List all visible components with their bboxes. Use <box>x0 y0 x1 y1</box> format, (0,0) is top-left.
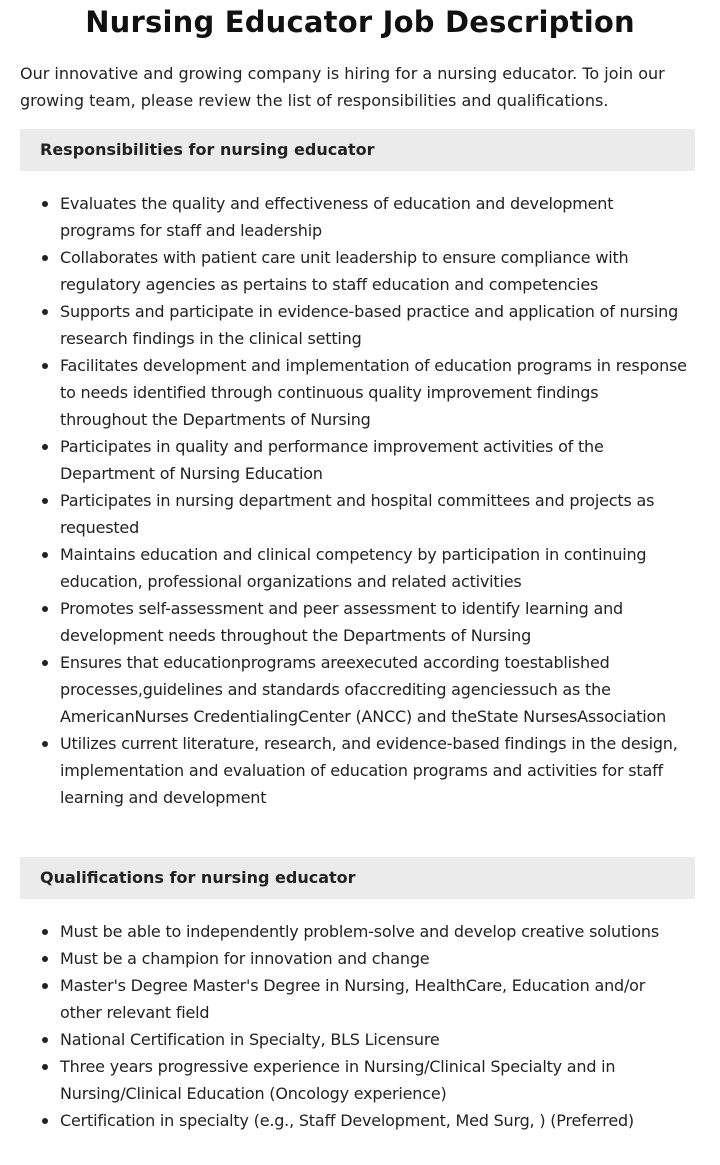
list-item <box>60 190 690 244</box>
qualifications-heading: Qualifications for nursing educator <box>20 857 695 899</box>
bullet-icon <box>42 444 48 450</box>
list-item <box>60 1026 690 1053</box>
responsibilities-heading: Responsibilities for nursing educator <box>20 129 695 171</box>
list-item <box>60 595 690 649</box>
list-item-text: Supports and participate in evidence-based practice and application of nursing research findings in the clinical setting <box>60 302 679 348</box>
list-item-text: Evaluates the quality and effectiveness of education and development programs for staff and leadership <box>60 194 614 240</box>
list-item-text: Collaborates with patient care unit leadership to ensure compliance with regulatory agencies as pertains to staff education and competencies <box>60 248 629 294</box>
list-item <box>60 433 690 487</box>
bullet-icon <box>42 498 48 504</box>
list-item-text: Three years progressive experience in Nursing/Clinical Specialty and in Nursing/Clinical Education (Oncology experience) <box>60 1057 616 1103</box>
page-title: Nursing Educator Job Description <box>85 5 635 39</box>
list-item-text: Maintains education and clinical competency by participation in continuing education, professional organizations and related activities <box>60 545 647 591</box>
list-item <box>60 541 690 595</box>
bullet-icon <box>42 309 48 315</box>
list-item <box>60 945 690 972</box>
qualifications-list <box>20 918 690 1134</box>
list-item-text: Ensures that educationprograms areexecuted according toestablished processes,guidelines and standards ofaccrediting agenciessuch as the AmericanNurses CredentialingCenter (ANCC) and theState NursesAssociation <box>60 653 667 726</box>
list-item-text: National Certification in Specialty, BLS Licensure <box>60 1030 440 1049</box>
bullet-icon <box>42 606 48 612</box>
list-item <box>60 730 690 811</box>
list-item <box>60 1107 690 1134</box>
list-item <box>60 298 690 352</box>
intro-paragraph: Our innovative and growing company is hiring for a nursing educator. To join our growing team, please review the list of responsibilities and qualifications. <box>20 64 665 110</box>
list-item-text: Must be able to independently problem-solve and develop creative solutions <box>60 922 659 941</box>
list-item <box>60 1053 690 1107</box>
bullet-icon <box>42 660 48 666</box>
list-item-text: Participates in quality and performance improvement activities of the Department of Nursing Education <box>60 437 604 483</box>
list-item <box>60 649 690 730</box>
bullet-icon <box>42 983 48 989</box>
list-item <box>60 244 690 298</box>
bullet-icon <box>42 363 48 369</box>
bullet-icon <box>42 1064 48 1070</box>
list-item-text: Utilizes current literature, research, and evidence-based findings in the design, implementation and evaluation of education programs and activities for staff learning and development <box>60 734 678 807</box>
bullet-icon <box>42 1118 48 1124</box>
list-item-text: Must be a champion for innovation and change <box>60 949 430 968</box>
list-item-text: Master's Degree Master's Degree in Nursing, HealthCare, Education and/or other relevant field <box>60 976 646 1022</box>
list-item <box>60 352 690 433</box>
list-item <box>60 972 690 1026</box>
list-item-text: Facilitates development and implementation of education programs in response to needs identified through continuous quality improvement findings throughout the Departments of Nursing <box>60 356 687 429</box>
bullet-icon <box>42 255 48 261</box>
bullet-icon <box>42 201 48 207</box>
list-item-text: Promotes self-assessment and peer assessment to identify learning and development needs throughout the Departments of Nursing <box>60 599 624 645</box>
bullet-icon <box>42 741 48 747</box>
list-item <box>60 918 690 945</box>
bullet-icon <box>42 1037 48 1043</box>
bullet-icon <box>42 929 48 935</box>
list-item-text: Participates in nursing department and hospital committees and projects as requested <box>60 491 655 537</box>
bullet-icon <box>42 956 48 962</box>
list-item-text: Certification in specialty (e.g., Staff Development, Med Surg, ) (Preferred) <box>60 1111 634 1130</box>
responsibilities-list <box>20 190 690 811</box>
bullet-icon <box>42 552 48 558</box>
list-item <box>60 487 690 541</box>
